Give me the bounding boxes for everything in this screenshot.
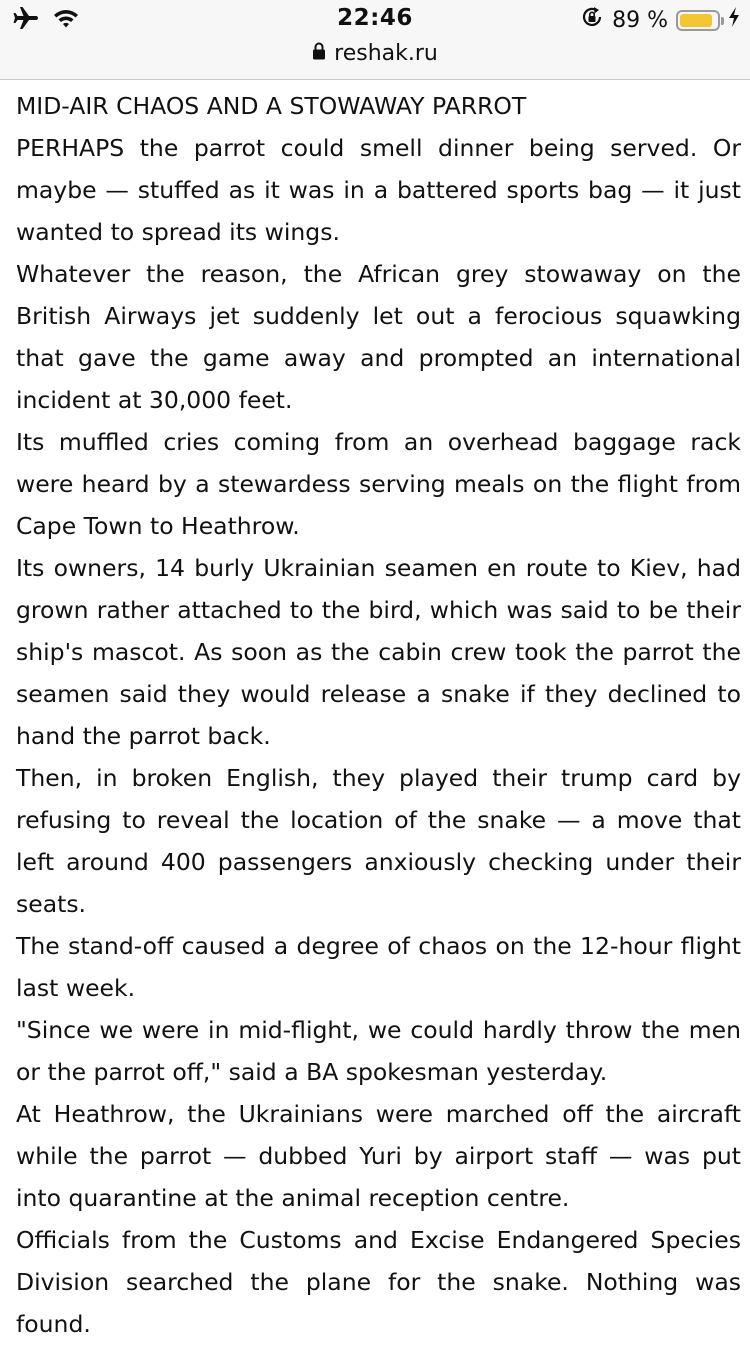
article-paragraph: Then, in broken English, they played their trump card by refusing to reveal the location of the snake — a move that left around 400 passengers anxiously checking under their seats.: [16, 764, 741, 918]
article-paragraph: PERHAPS the parrot could smell dinner being served. Or maybe — stuffed as it was in a battered sports bag — it just wanted to spread its wings.: [16, 134, 741, 246]
charging-bolt-icon: [728, 6, 740, 34]
article-paragraph: "Since we were in mid-flight, we could hardly throw the men or the parrot off," said a BA spokesman yesterday.: [16, 1016, 741, 1086]
status-right: [580, 6, 740, 34]
address-bar[interactable]: [0, 38, 750, 68]
article-paragraph: Officials from the Customs and Excise Endangered Species Division searched the plane for the snake. Nothing was found.: [16, 1226, 741, 1338]
article-paragraph: At Heathrow, the Ukrainians were marched off the aircraft while the parrot — dubbed Yuri by airport staff — was put into quarantine at the animal reception centre.: [16, 1100, 741, 1212]
rotation-lock-icon: [580, 5, 604, 35]
article-paragraph: Its owners, 14 burly Ukrainian seamen en route to Kiev, had grown rather attached to the bird, which was said to be their ship's mascot. As soon as the cabin crew took the parrot the seamen said they would release a snake if they declined to hand the parrot back.: [16, 554, 741, 750]
status-time: 22:46: [337, 5, 413, 31]
article-title: MID-AIR CHAOS AND A STOWAWAY PARROT: [16, 92, 527, 120]
battery-icon: [676, 10, 720, 31]
url-text[interactable]: reshak.ru: [334, 40, 438, 66]
article-paragraph: Its muffled cries coming from an overhead baggage rack were heard by a stewardess serving meals on the flight from Cape Town to Heathrow.: [16, 428, 741, 540]
article-paragraph: Whatever the reason, the African grey stowaway on the British Airways jet suddenly let out a ferocious squawking that gave the game away and prompted an international incident at 30,000 feet.: [16, 260, 741, 414]
battery-percent: 89 %: [612, 7, 668, 33]
article: [16, 85, 741, 1345]
status-bar: [0, 0, 750, 80]
battery-level-fill: [680, 14, 712, 27]
lock-icon: [312, 41, 326, 66]
article-paragraph: The stand-off caused a degree of chaos on the 12-hour flight last week.: [16, 932, 741, 1002]
